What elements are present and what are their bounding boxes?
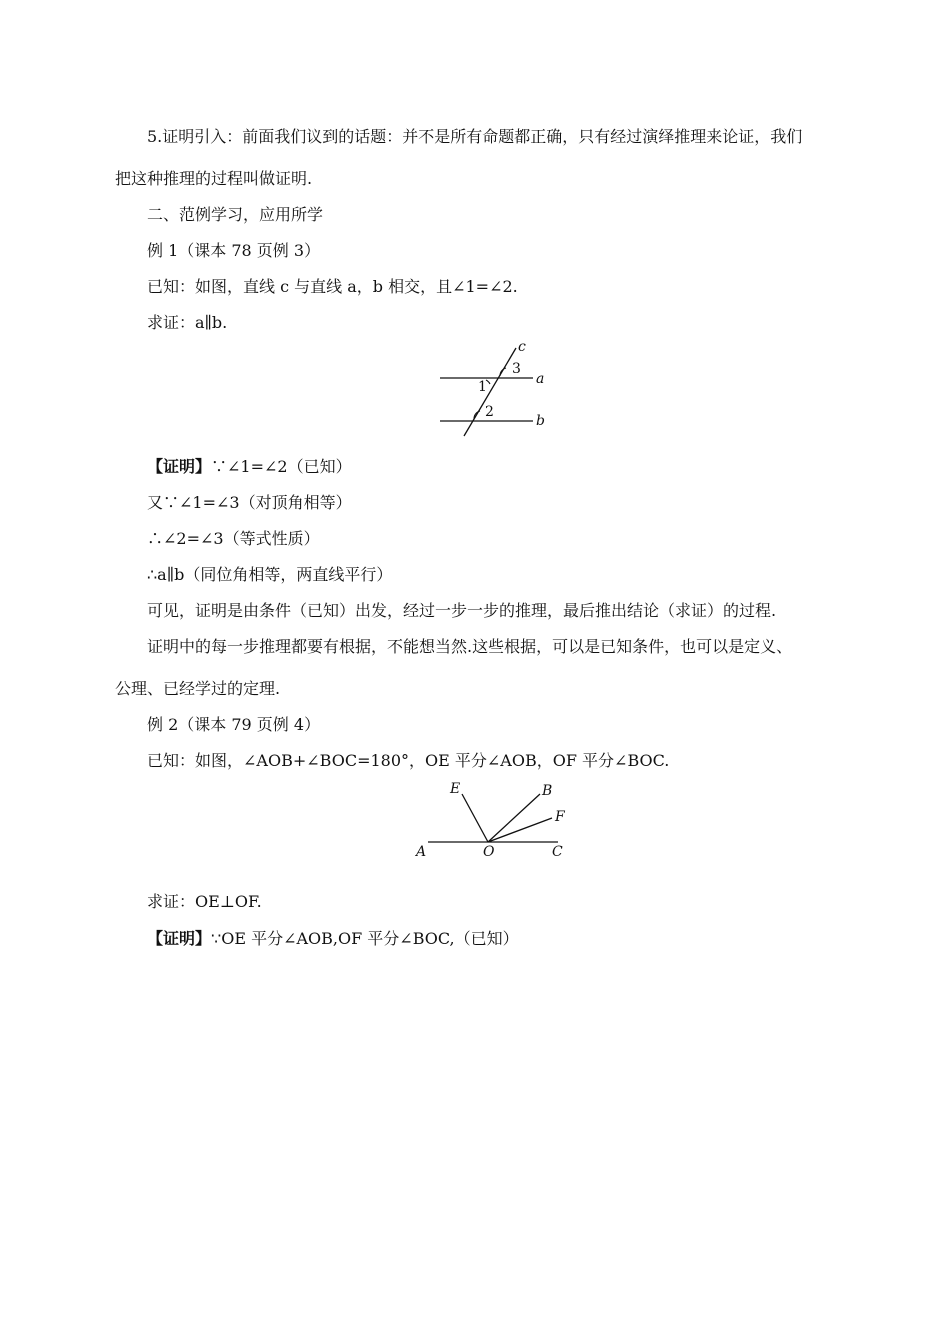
label-O: O xyxy=(483,844,495,860)
line-c xyxy=(464,348,516,436)
label-C: C xyxy=(552,844,563,860)
example2-title: 例 2（课本 79 页例 4） xyxy=(147,715,321,734)
proof2-line1 xyxy=(147,929,519,949)
example2-prove: 求证：OE⊥OF. xyxy=(147,892,262,911)
figure-parallel-lines xyxy=(430,338,560,438)
note-proof-basis-line2: 公理、已经学过的定理. xyxy=(115,679,281,698)
example1-title: 例 1（课本 78 页例 3） xyxy=(147,241,321,260)
proof1-line1-text: ∵∠1=∠2（已知） xyxy=(211,457,352,476)
label-F: F xyxy=(555,809,565,825)
label-b: b xyxy=(536,413,545,429)
label-a: a xyxy=(536,371,545,387)
paragraph-proof-intro-line2: 把这种推理的过程叫做证明. xyxy=(115,169,313,188)
label-E: E xyxy=(450,781,461,797)
label-B: B xyxy=(542,783,553,799)
label-angle-2: 2 xyxy=(485,404,494,420)
paragraph-proof-intro-line1: 5.证明引入：前面我们议到的话题：并不是所有命题都正确，只有经过演绎推理来论证，我们 xyxy=(147,127,803,146)
proof1-line3: ∴∠2=∠3（等式性质） xyxy=(147,529,320,548)
proof1-line2: 又∵∠1=∠3（对顶角相等） xyxy=(147,493,352,512)
example1-given: 已知：如图，直线 c 与直线 a，b 相交，且∠1=∠2. xyxy=(147,277,518,296)
proof2-label: 【证明】 xyxy=(147,929,212,948)
label-angle-1: 1 xyxy=(478,379,487,395)
figure-angle-bisectors xyxy=(410,776,580,866)
proof1-label: 【证明】 xyxy=(147,457,212,476)
proof1-line4: ∴a∥b（同位角相等，两直线平行） xyxy=(147,565,393,584)
proof1-line1 xyxy=(147,457,352,477)
example1-prove: 求证：a∥b. xyxy=(147,313,228,332)
example2-given: 已知：如图，∠AOB+∠BOC=180°，OE 平分∠AOB，OF 平分∠BOC. xyxy=(147,751,670,770)
label-c: c xyxy=(518,339,526,355)
note-proof-definition: 可见，证明是由条件（已知）出发，经过一步一步的推理，最后推出结论（求证）的过程. xyxy=(147,601,777,620)
section-heading: 二、范例学习，应用所学 xyxy=(147,205,324,224)
ray-OF xyxy=(488,818,552,842)
note-proof-basis-line1: 证明中的每一步推理都要有根据，不能想当然.这些根据，可以是已知条件，也可以是定义、 xyxy=(147,637,793,656)
ray-OB xyxy=(488,794,540,842)
proof2-line1-text: ∵OE 平分∠AOB,OF 平分∠BOC,（已知） xyxy=(211,929,519,948)
ray-OE xyxy=(462,794,488,842)
label-A: A xyxy=(416,844,427,860)
label-angle-3: 3 xyxy=(512,361,521,377)
